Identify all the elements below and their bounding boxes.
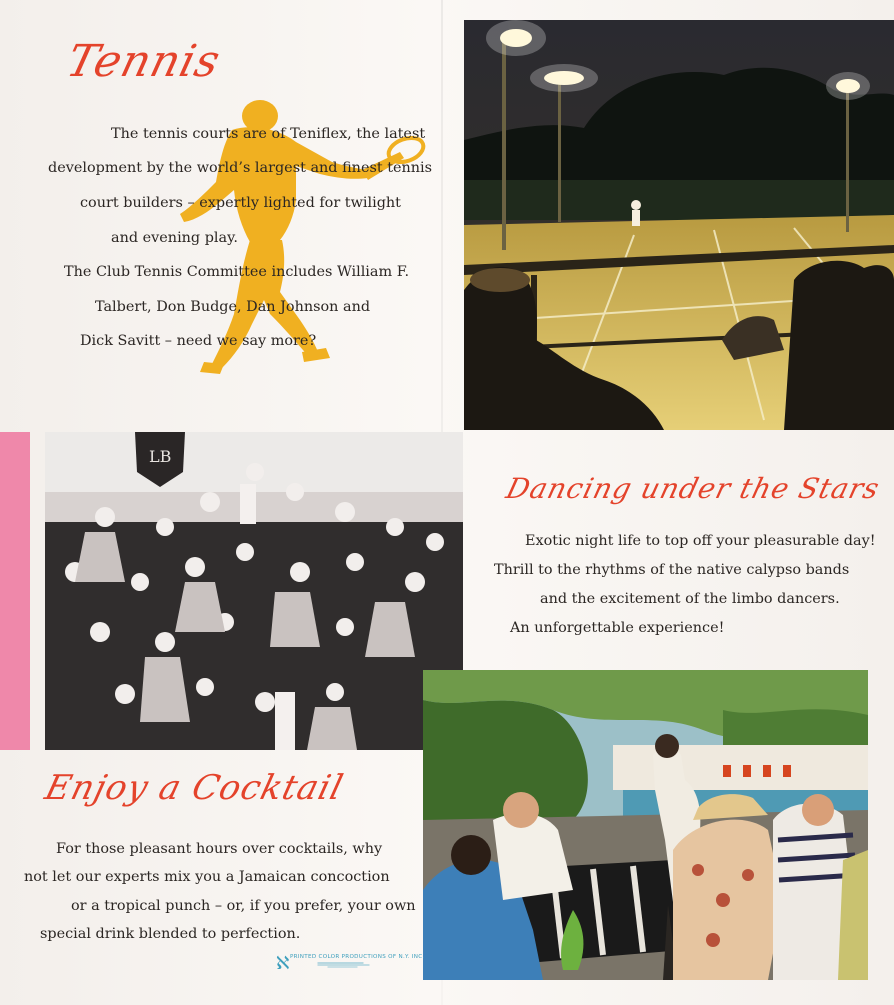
dancing-title: Dancing under the Stars: [502, 472, 884, 505]
dancing-line-2: Thrill to the rhythms of the native calypso bands: [494, 562, 850, 578]
dancing-line-4: An unforgettable experience!: [510, 620, 725, 636]
dancing-line-1: Exotic night life to top off your pleasurable day!: [525, 533, 876, 549]
tennis-line-4: and evening play.: [111, 230, 238, 246]
cocktail-line-4: special drink blended to perfection.: [40, 926, 301, 942]
printer-credit-line: PRINTED COLOR PRODUCTIONS OF N.Y. INC.: [290, 954, 425, 960]
cocktail-title: Enjoy a Cocktail: [41, 768, 348, 808]
dancing-line-3: and the excitement of the limbo dancers.: [540, 591, 840, 607]
cocktail-description: [0, 0, 420, 960]
printer-logo-icon: ℵ: [276, 953, 290, 974]
cocktail-line-3: or a tropical punch – or, if you prefer, your own: [71, 898, 416, 914]
svg-text:LB: LB: [149, 447, 172, 466]
cocktail-line-1: For those pleasant hours over cocktails, why: [56, 841, 383, 857]
printer-credit: [276, 953, 426, 977]
tennis-title: Tennis: [61, 36, 226, 87]
tennis-line-6: Talbert, Don Budge, Dan Johnson and: [95, 299, 371, 315]
tennis-line-3: court builders – expertly lighted for twilight: [80, 195, 401, 211]
tennis-line-2: development by the world’s largest and finest tennis: [48, 160, 433, 176]
poolside-cocktail-photo: [423, 670, 868, 980]
tennis-line-7: Dick Savitt – need we say more?: [80, 333, 317, 349]
printer-credit-fine-print: [290, 962, 400, 968]
tennis-line-5: The Club Tennis Committee includes William F.: [64, 264, 410, 280]
cocktail-line-2: not let our experts mix you a Jamaican concoction: [24, 869, 390, 885]
tennis-line-1: The tennis courts are of Teniflex, the latest: [111, 126, 426, 142]
